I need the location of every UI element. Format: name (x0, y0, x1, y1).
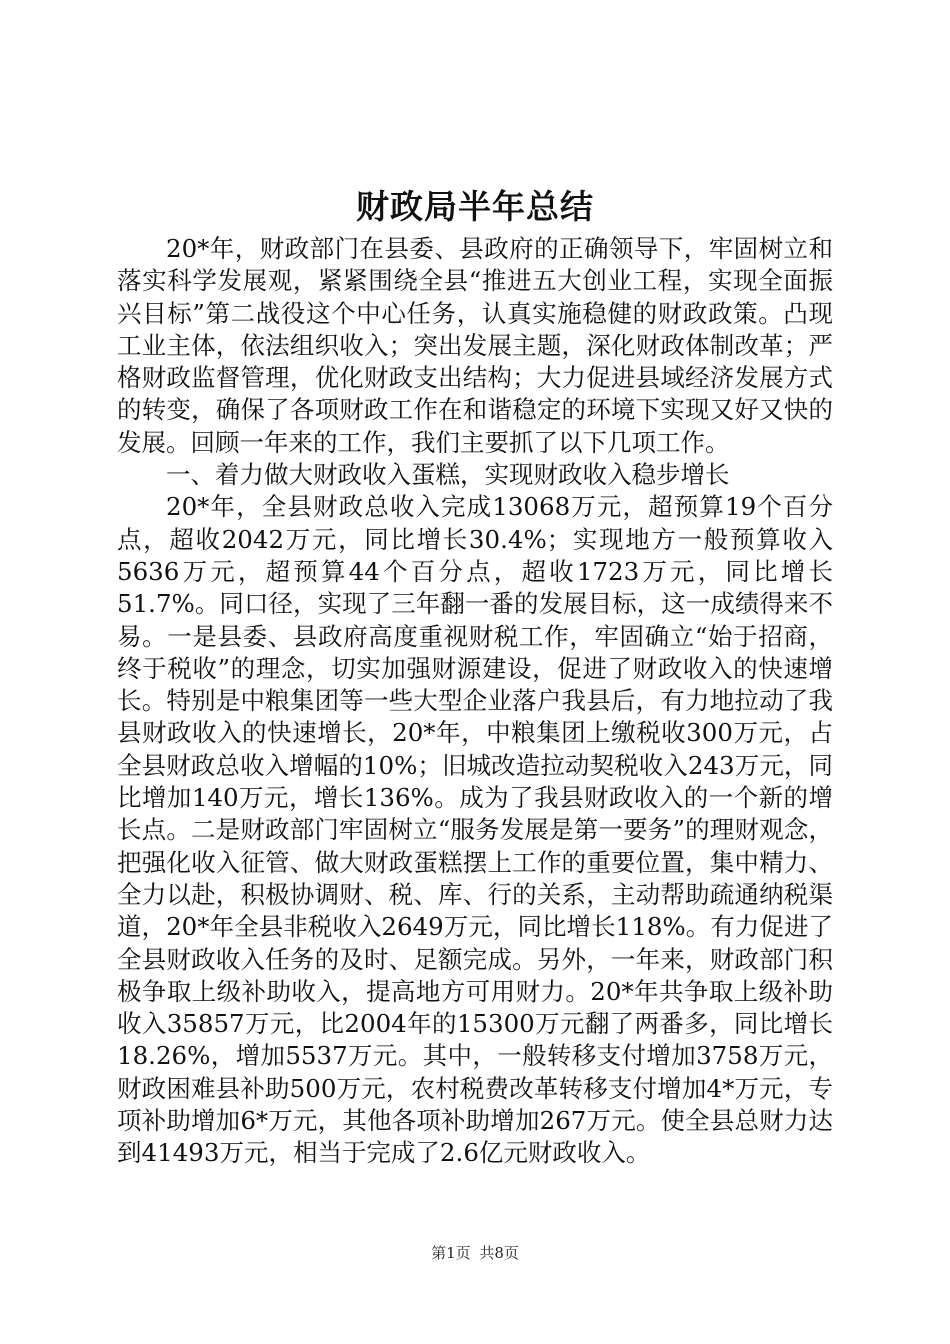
section-heading: 一、着力做大财政收入蛋糕，实现财政收入稳步增长 (166, 460, 730, 490)
page-number: 第1页 (431, 1244, 471, 1262)
document-title: 财政局半年总结 (356, 187, 594, 226)
page-total: 共8页 (479, 1244, 519, 1262)
document-body (117, 233, 833, 1170)
page-footer (0, 1241, 950, 1265)
revenue-paragraph: 20*年，全县财政总收入完成13068万元，超预算19个百分点，超收2042万元，同比增长30.4%；实现地方一般预算收入5636万元，超预算44个百分点，超收1723万元，同比增长51.7%。同口径，实现了三年翻一番的发展目标，这一成绩得来不易。一是县委、县政府高度重视财税工作，牢固确立“始于招商，终于税收”的理念，切实加强财源建设，促进了财政收入的快速增长。特别是中粮集团等一些大型企业落户我县后，有力地拉动了我县财政收入的快速增长，20*年，中粮集团上缴税收300万元，占全县财政总收入增幅的10%；旧城改造拉动契税收入243万元，同比增加140万元，增长136%。成为了我县财政收入的一个新的增长点。二是财政部门牢固树立“服务发展是第一要务”的理财观念，把强化收入征管、做大财政蛋糕摆上工作的重要位置，集中精力、全力以赴，积极协调财、税、库、行的关系，主动帮助疏通纳税渠道，20*年全县非税收入2649万元，同比增长118%。有力促进了全县财政收入任务的及时、足额完成。另外，一年来，财政部门积极争取上级补助收入，提高地方可用财力。20*年共争取上级补助收入35857万元，比2004年的15300万元翻了两番多，同比增长18.26%，增加5537万元。其中，一般转移支付增加3758万元，财政困难县补助500万元，农村税费改革转移支付增加4*万元，专项补助增加6*万元，其他各项补助增加267万元。使全县总财力达到41493万元，相当于完成了2.6亿元财政收入。 (117, 492, 833, 1168)
intro-paragraph: 20*年，财政部门在县委、县政府的正确领导下，牢固树立和落实科学发展观，紧紧围绕全县“推进五大创业工程，实现全面振兴目标”第二战役这个中心任务，认真实施稳健的财政政策。凸现工业主体，依法组织收入；突出发展主题，深化财政体制改革；严格财政监督管理，优化财政支出结构；大力促进县域经济发展方式的转变，确保了各项财政工作在和谐稳定的环境下实现又好又快的发展。回顾一年来的工作，我们主要抓了以下几项工作。 (117, 234, 833, 457)
